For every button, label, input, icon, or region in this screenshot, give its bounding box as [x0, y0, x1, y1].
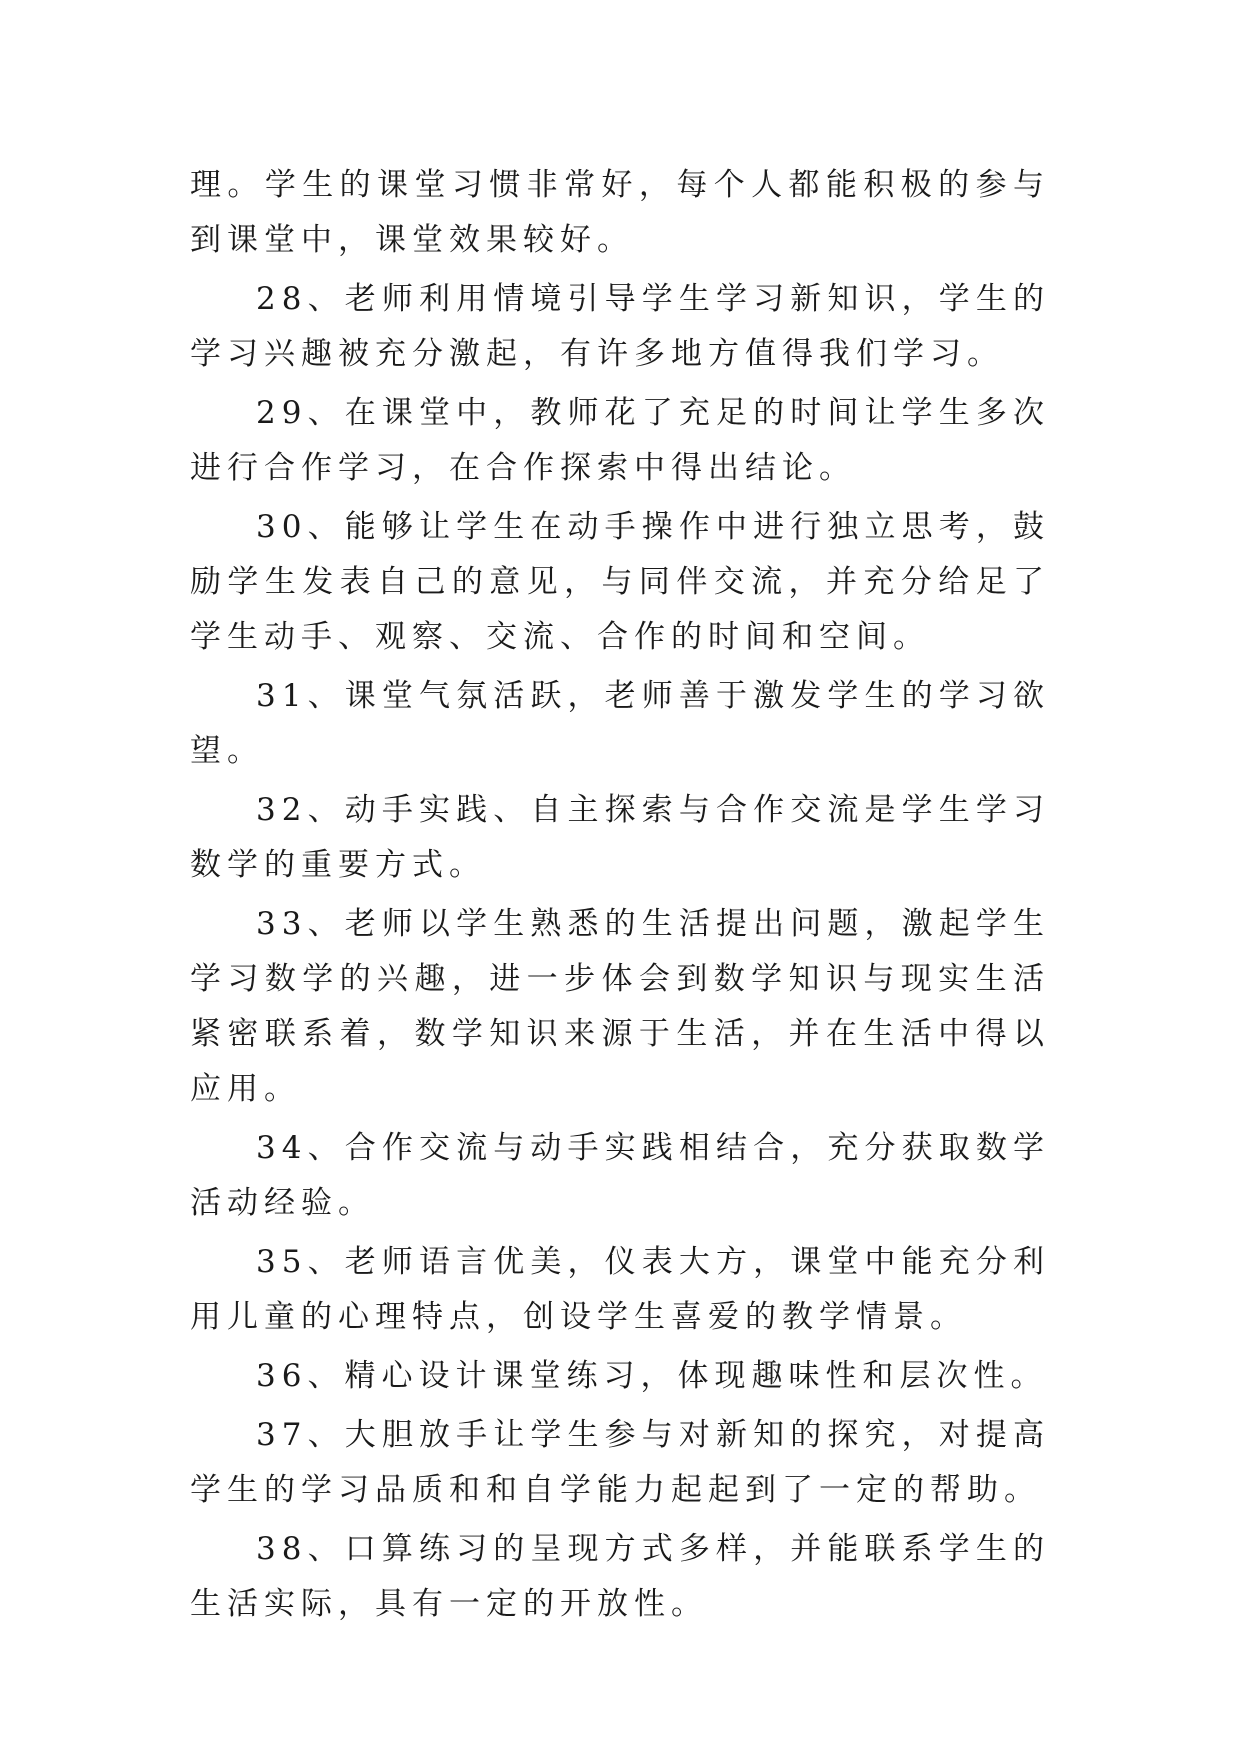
- paragraph-item-37: 37、大胆放手让学生参与对新知的探究，对提高学生的学习品质和和自学能力起起到了一定的帮助。: [190, 1417, 1050, 1508]
- paragraph-item-32: 32、动手实践、自主探索与合作交流是学生学习数学的重要方式。: [190, 792, 1050, 883]
- paragraph-item-30: 30、能够让学生在动手操作中进行独立思考，鼓励学生发表自己的意见，与同伴交流，并充分给足了学生动手、观察、交流、合作的时间和空间。: [190, 509, 1050, 655]
- paragraph-continuation: 理。学生的课堂习惯非常好，每个人都能积极的参与到课堂中，课堂效果较好。: [190, 167, 1050, 258]
- paragraph-item-36: 36、精心设计课堂练习，体现趣味性和层次性。: [256, 1358, 1048, 1394]
- paragraph-item-28: 28、老师利用情境引导学生学习新知识，学生的学习兴趣被充分激起，有许多地方值得我们学习。: [190, 281, 1050, 372]
- document-body: [190, 158, 1050, 1636]
- paragraph-item-38: 38、口算练习的呈现方式多样，并能联系学生的生活实际，具有一定的开放性。: [190, 1531, 1050, 1622]
- paragraph-item-29: 29、在课堂中，教师花了充足的时间让学生多次进行合作学习，在合作探索中得出结论。: [190, 395, 1050, 486]
- paragraph-item-34: 34、合作交流与动手实践相结合，充分获取数学活动经验。: [190, 1130, 1050, 1221]
- paragraph-item-35: 35、老师语言优美，仪表大方，课堂中能充分利用儿童的心理特点，创设学生喜爱的教学情景。: [190, 1244, 1050, 1335]
- paragraph-item-33: 33、老师以学生熟悉的生活提出问题，激起学生学习数学的兴趣，进一步体会到数学知识与现实生活紧密联系着，数学知识来源于生活，并在生活中得以应用。: [190, 906, 1050, 1107]
- paragraph-item-31: 31、课堂气氛活跃，老师善于激发学生的学习欲望。: [190, 678, 1050, 769]
